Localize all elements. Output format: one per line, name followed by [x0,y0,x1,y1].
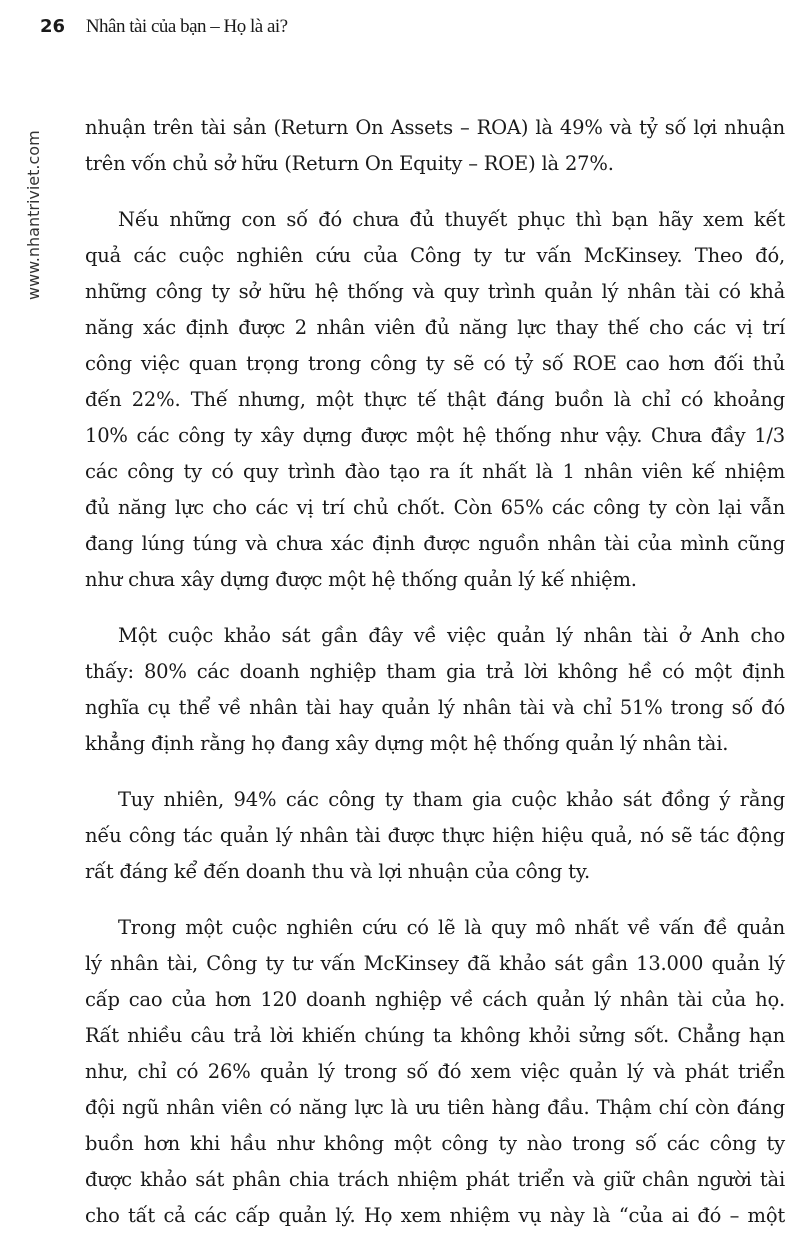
text-line: đủ năng lực cho các vị trí chủ chốt. Còn 65% các công ty còn lại vẫn [85,496,785,519]
paragraph [85,910,785,1234]
text-line: như chưa xây dựng được một hệ thống quản lý kế nhiệm. [85,568,637,591]
running-header [40,16,288,38]
side-watermark: www.nhantriviet.com [24,130,43,300]
text-line: thấy: 80% các doanh nghiệp tham gia trả lời không hề có một định [85,660,785,683]
text-line: nghĩa cụ thể về nhân tài hay quản lý nhân tài và chỉ 51% trong số đó [85,696,785,719]
text-line: đến 22%. Thế nhưng, một thực tế thật đáng buồn là chỉ có khoảng [85,388,785,411]
text-line: trên vốn chủ sở hữu (Return On Equity – ROE) là 27%. [85,152,614,175]
text-line: nhuận trên tài sản (Return On Assets – ROA) là 49% và tỷ số lợi nhuận [85,116,785,139]
page-body [85,110,785,1254]
text-line: 10% các công ty xây dựng được một hệ thống như vậy. Chưa đầy 1/3 [85,424,785,447]
text-line: Nếu những con số đó chưa đủ thuyết phục thì bạn hãy xem kết [118,208,785,231]
text-line: đang lúng túng và chưa xác định được nguồn nhân tài của mình cũng [85,532,785,555]
paragraph [85,618,785,762]
page-number: 26 [40,16,66,37]
text-line: nếu công tác quản lý nhân tài được thực hiện hiệu quả, nó sẽ tác động [85,824,785,847]
text-line: Rất nhiều câu trả lời khiến chúng ta không khỏi sửng sốt. Chẳng hạn [85,1024,785,1047]
text-line: đội ngũ nhân viên có năng lực là ưu tiên hàng đầu. Thậm chí còn đáng [85,1096,785,1119]
text-line: Trong một cuộc nghiên cứu có lẽ là quy mô nhất về vấn đề quản [118,916,785,939]
text-line: Tuy nhiên, 94% các công ty tham gia cuộc khảo sát đồng ý rằng [118,788,785,811]
text-line: công việc quan trọng trong công ty sẽ có tỷ số ROE cao hơn đối thủ [85,352,785,375]
text-line: rất đáng kể đến doanh thu và lợi nhuận của công ty. [85,860,590,883]
text-line: buồn hơn khi hầu như không một công ty nào trong số các công ty [85,1132,785,1155]
chapter-title: Nhân tài của bạn – Họ là ai? [85,16,288,37]
text-line: quả các cuộc nghiên cứu của Công ty tư vấn McKinsey. Theo đó, [85,244,785,267]
text-line: được khảo sát phân chia trách nhiệm phát triển và giữ chân người tài [85,1168,785,1191]
text-line: Một cuộc khảo sát gần đây về việc quản lý nhân tài ở Anh cho [118,624,785,647]
text-line: năng xác định được 2 nhân viên đủ năng lực thay thế cho các vị trí [85,316,785,339]
text-line: lý nhân tài, Công ty tư vấn McKinsey đã khảo sát gần 13.000 quản lý [85,952,785,975]
paragraph [85,202,785,598]
text-line: khẳng định rằng họ đang xây dựng một hệ thống quản lý nhân tài. [85,732,729,755]
text-line: các công ty có quy trình đào tạo ra ít nhất là 1 nhân viên kế nhiệm [85,460,785,483]
text-line: cấp cao của hơn 120 doanh nghiệp về cách quản lý nhân tài của họ. [85,988,785,1011]
text-line: những công ty sở hữu hệ thống và quy trình quản lý nhân tài có khả [85,280,785,303]
paragraph [85,782,785,890]
text-line: cho tất cả các cấp quản lý. Họ xem nhiệm vụ này là “của ai đó – một [85,1204,785,1227]
text-line: như, chỉ có 26% quản lý trong số đó xem việc quản lý và phát triển [85,1060,785,1083]
paragraph [85,110,785,182]
